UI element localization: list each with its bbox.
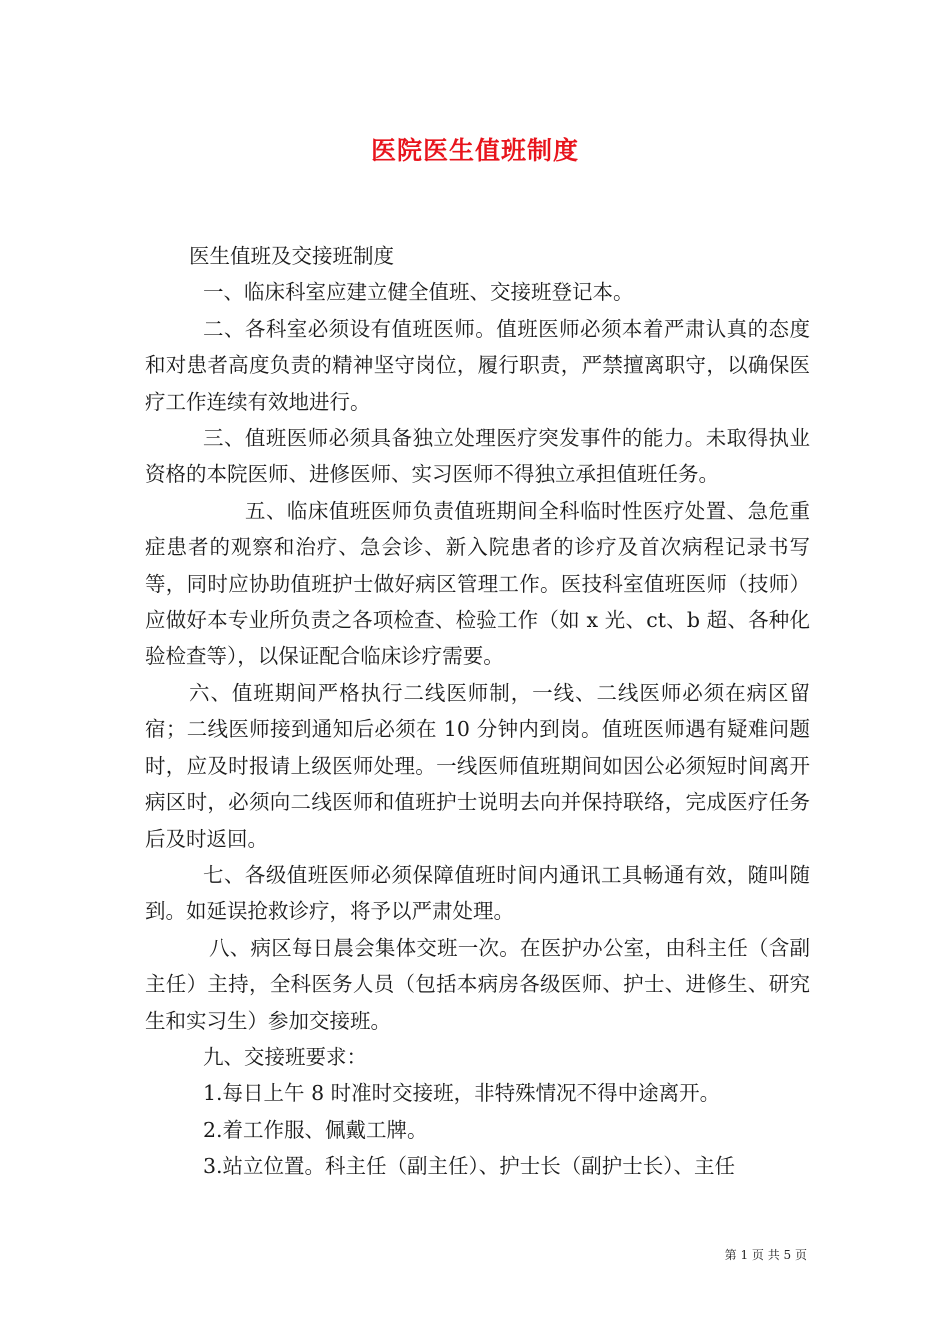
page-title: 医院医生值班制度	[370, 136, 579, 165]
list-item: 3.站立位置。科主任（副主任）、护士长（副护士长）、主任	[203, 1154, 736, 1179]
paragraph-1: 一、临床科室应建立健全值班、交接班登记本。	[203, 280, 634, 305]
list-item: 1.每日上午 8 时准时交接班，非特殊情况不得中途离开。	[203, 1081, 721, 1106]
paragraph-9: 九、交接班要求：	[203, 1044, 367, 1069]
page-number: 第 1 页 共 5 页	[724, 1248, 807, 1262]
paragraph-8: 八、病区每日晨会集体交班一次。在医护办公室，由科主任（含副主任）主持，全科医务人员（包括本病房各级医师、护士、进修生、研究生和实习生）参加交接班。	[145, 935, 810, 1033]
document-subtitle: 医生值班及交接班制度	[189, 244, 394, 268]
document-body	[145, 238, 810, 1185]
list-item: 2.着工作服、佩戴工牌。	[203, 1117, 428, 1142]
paragraph-3: 三、值班医师必须具备独立处理医疗突发事件的能力。未取得执业资格的本院医师、进修医师、实习医师不得独立承担值班任务。	[145, 426, 810, 487]
paragraph-5: 五、临床值班医师负责值班期间全科临时性医疗处置、急危重症患者的观察和治疗、急会诊、新入院患者的诊疗及首次病程记录书写等，同时应协助值班护士做好病区管理工作。医技科室值班医师（技师）应做好本专业所负责之各项检查、检验工作（如 x 光、ct、b 超、各种化验检查等），以保证配合临床诊疗需要。	[145, 498, 810, 669]
paragraph-7: 七、各级值班医师必须保障值班时间内通讯工具畅通有效，随叫随到。如延误抢救诊疗，将予以严肃处理。	[145, 862, 810, 924]
paragraph-2: 二、各科室必须设有值班医师。值班医师必须本着严肃认真的态度和对患者高度负责的精神坚守岗位，履行职责，严禁擅离职守，以确保医疗工作连续有效地进行。	[145, 316, 810, 414]
paragraph-6: 六、值班期间严格执行二线医师制，一线、二线医师必须在病区留宿；二线医师接到通知后必须在 10 分钟内到岗。值班医师遇有疑难问题时，应及时报请上级医师处理。一线医师值班期间如因公必须短时间离开病区时，必须向二线医师和值班护士说明去向并保持联络，完成医疗任务后及时返回。	[145, 680, 810, 851]
